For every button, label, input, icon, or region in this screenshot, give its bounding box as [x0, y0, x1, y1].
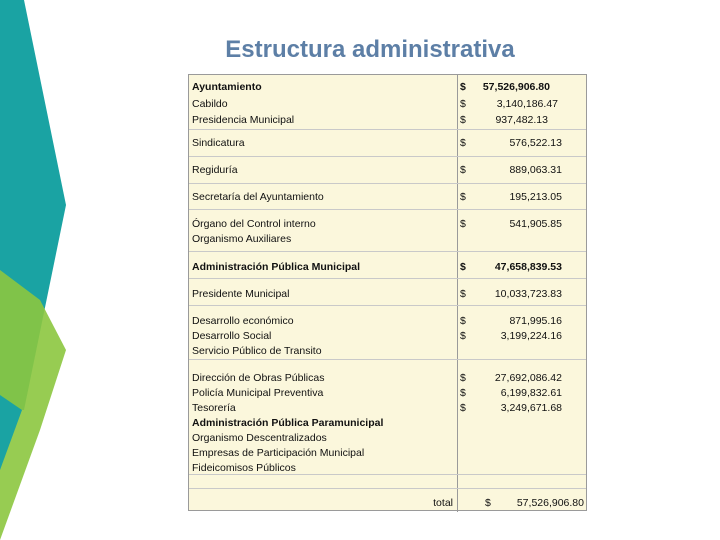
currency-symbol: $ — [460, 98, 466, 110]
row-label: Presidente Municipal — [192, 288, 290, 300]
table-row — [189, 252, 586, 279]
amount-value: 937,482.13 — [495, 114, 548, 126]
currency-symbol: $ — [460, 81, 466, 93]
row-label: Servicio Público de Transito — [192, 345, 322, 357]
amount-value: 541,905.85 — [509, 218, 562, 230]
row-label: Sindicatura — [192, 137, 245, 149]
table-row — [189, 210, 586, 252]
empty-row — [189, 475, 586, 489]
row-label: Empresas de Participación Municipal — [192, 447, 365, 459]
row-label: Órgano del Control interno — [192, 218, 316, 230]
currency-symbol: $ — [460, 191, 466, 203]
amount-value: 10,033,723.83 — [494, 288, 562, 300]
row-label: Secretaría del Ayuntamiento — [192, 191, 324, 203]
amount-value: 47,658,839.53 — [494, 261, 562, 273]
currency-symbol: $ — [460, 218, 466, 230]
amount-value: 3,249,671.68 — [500, 402, 562, 414]
amount-value: 3,199,224.16 — [500, 330, 562, 342]
row-label: Desarrollo económico — [192, 315, 294, 327]
currency-symbol: $ — [460, 330, 466, 342]
row-label: Policía Municipal Preventiva — [192, 387, 324, 399]
currency-symbol: $ — [460, 372, 466, 384]
total-currency-symbol: $ — [485, 497, 491, 509]
table-row — [189, 75, 586, 130]
currency-symbol: $ — [460, 387, 466, 399]
amount-value: 871,995.16 — [509, 315, 562, 327]
currency-symbol: $ — [460, 315, 466, 327]
amount-value: 3,140,186.47 — [496, 98, 558, 110]
row-label: Administración Pública Paramunicipal — [192, 417, 384, 429]
table-row — [189, 184, 586, 210]
budget-table — [188, 74, 587, 511]
row-label: Presidencia Municipal — [192, 114, 295, 126]
row-label: Desarrollo Social — [192, 330, 272, 342]
currency-symbol: $ — [460, 288, 466, 300]
currency-symbol: $ — [460, 261, 466, 273]
currency-symbol: $ — [460, 137, 466, 149]
amount-value: 57,526,906.80 — [482, 81, 550, 93]
row-label: Organismo Descentralizados — [192, 432, 327, 444]
currency-symbol: $ — [460, 402, 466, 414]
total-row — [189, 489, 586, 511]
total-label: total — [433, 497, 453, 509]
row-label: Fideicomisos Públicos — [192, 462, 296, 474]
amount-value: 195,213.05 — [509, 191, 562, 203]
row-label: Organismo Auxiliares — [192, 233, 292, 245]
table-row — [189, 306, 586, 360]
row-label: Ayuntamiento — [192, 81, 262, 93]
decorative-side-shapes — [0, 0, 80, 540]
row-label: Cabildo — [192, 98, 228, 110]
row-label: Dirección de Obras Públicas — [192, 372, 325, 384]
amount-value: 889,063.31 — [509, 164, 562, 176]
currency-symbol: $ — [460, 114, 466, 126]
table-row — [189, 279, 586, 306]
total-amount-value: 57,526,906.80 — [516, 497, 584, 509]
page-title: Estructura administrativa — [225, 36, 515, 63]
amount-value: 6,199,832.61 — [500, 387, 562, 399]
table-row — [189, 130, 586, 157]
currency-symbol: $ — [460, 164, 466, 176]
row-label: Administración Pública Municipal — [192, 261, 361, 273]
row-label: Regiduría — [192, 164, 238, 176]
table-row — [189, 360, 586, 475]
amount-value: 576,522.13 — [509, 137, 562, 149]
row-label: Tesorería — [192, 402, 236, 414]
table-row — [189, 157, 586, 184]
amount-value: 27,692,086.42 — [494, 372, 562, 384]
